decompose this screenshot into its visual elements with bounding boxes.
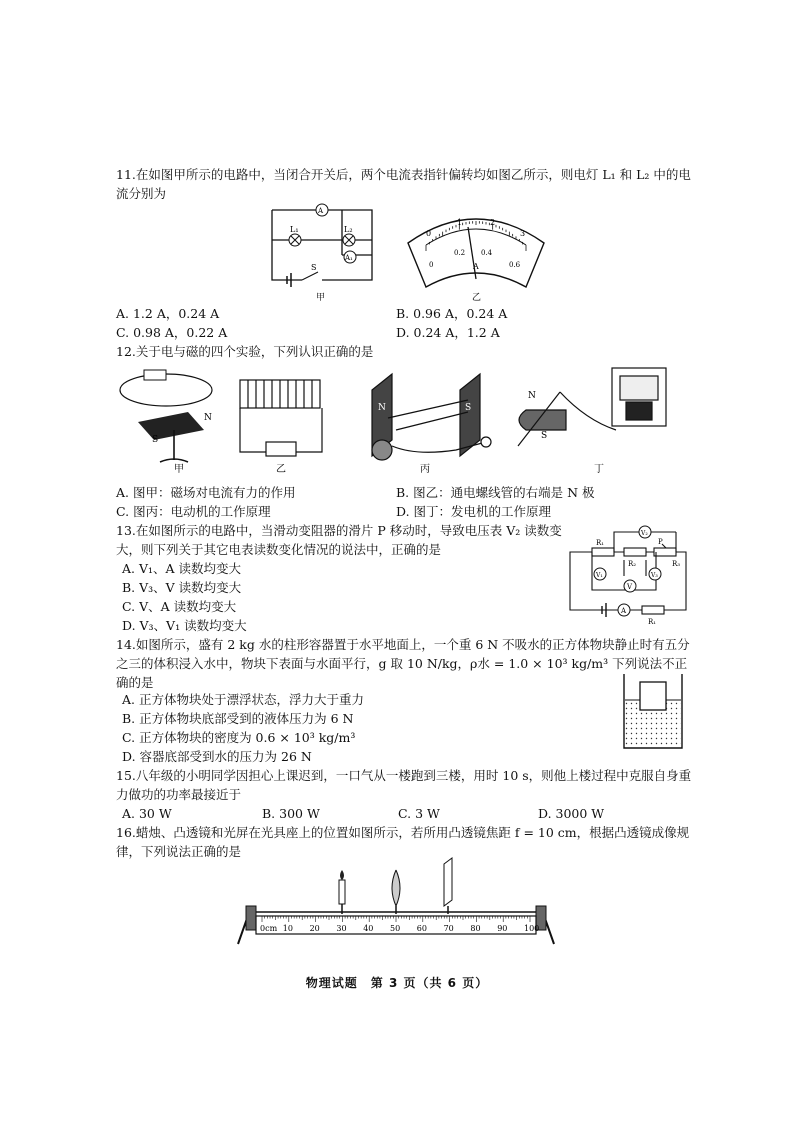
q12-fig-jia: 甲 (174, 464, 184, 475)
page-footer: 物理试题 第 3 页（共 6 页） (305, 976, 489, 990)
question-12-text: 12.关于电与磁的四个实验，下列认识正确的是 (116, 344, 374, 359)
q11-scale-bottom-0: 0 (429, 261, 434, 269)
ruler-label: 20 (309, 924, 320, 933)
q14-option-b: B. 正方体物块底部受到的液体压力为 6 N (122, 711, 354, 726)
q13-option-c: C. V、A 读数均变大 (122, 599, 237, 614)
ruler-label: 90 (497, 924, 508, 933)
q13-option-b: B. V₃、V 读数均变大 (122, 580, 242, 595)
q11-meter-unit: A (473, 262, 479, 271)
ruler-label: 30 (336, 924, 347, 933)
q11-scale-bottom-2: 0.4 (481, 249, 493, 257)
q11-switch-label: S (311, 263, 317, 272)
q13-a-label: A (621, 607, 627, 615)
question-15 (116, 766, 696, 804)
q13-r-bottom-label: R₁ (648, 618, 657, 626)
svg-text:N: N (528, 391, 536, 401)
question-13-text: 13.在如图所示的电路中，当滑动变阻器的滑片 P 移动时，导致电压表 V₂ 读数变大，则下列关于其它电表读数变化情况的说法中，正确的是 (116, 523, 562, 557)
q13-option-d: D. V₃、V₁ 读数均变大 (122, 618, 247, 633)
q13-circuit-diagram (562, 520, 694, 626)
q13-v1-label: V₁ (596, 572, 603, 579)
ruler-label: 40 (363, 924, 374, 933)
svg-text:S: S (152, 435, 159, 445)
q12-fig-yi: 乙 (276, 464, 286, 475)
q11-scale-bottom-3: 0.6 (509, 261, 521, 269)
ruler-label: 60 (416, 924, 427, 933)
q11-ammeter-a-label: A (318, 207, 324, 215)
ruler-label: 0cm (260, 924, 278, 933)
q11-scale-top-0: 0 (426, 229, 432, 238)
q14-option-a: A. 正方体物块处于漂浮状态，浮力大于重力 (122, 692, 364, 707)
q13-v3-label: V₃ (651, 572, 658, 579)
q14-option-c: C. 正方体物块的密度为 0.6 × 10³ kg/m³ (122, 730, 356, 745)
q12-option-d: D. 图丁：发电机的工作原理 (396, 504, 552, 519)
ruler-label: 100 (524, 924, 540, 933)
q16-optical-bench (236, 856, 556, 948)
ruler-label: 10 (282, 924, 293, 933)
question-13 (116, 521, 566, 559)
q13-option-a: A. V₁、A 读数均变大 (122, 561, 242, 576)
q11-scale-top-2: 2 (490, 218, 496, 227)
question-15-text: 15.八年级的小明同学因担心上课迟到，一口气从一楼跑到三楼，用时 10 s，则他上楼过程中克服自身重力做功的功率最接近于 (116, 768, 692, 802)
q11-scale-top-3: 3 (520, 229, 526, 238)
ruler-label: 70 (443, 924, 454, 933)
q15-option-d: D. 3000 W (538, 806, 605, 821)
q11-scale-top-1: 1 (457, 218, 463, 227)
question-14-text: 14.如图所示，盛有 2 kg 水的柱形容器置于水平地面上，一个重 6 N 不吸水的正方体物块静止时有五分之三的体积浸入水中，物块下表面与水面平行，g 取 10 N/kg，ρ水 = 1.0 × 10³ kg/m³ 下列说法不正确的是 (116, 637, 690, 690)
q13-r3-label: R₃ (672, 560, 681, 568)
q12-fig-ding: 丁 (594, 464, 604, 475)
q13-p-label: P (658, 538, 663, 546)
question-11 (116, 165, 696, 203)
q14-option-d: D. 容器底部受到水的压力为 26 N (122, 749, 312, 764)
q11-option-d: D. 0.24 A，1.2 A (396, 325, 500, 340)
q11-option-b: B. 0.96 A，0.24 A (396, 306, 508, 321)
q11-scale-bottom-1: 0.2 (454, 249, 466, 257)
svg-text:S: S (465, 403, 472, 413)
svg-text:S: S (541, 431, 548, 441)
question-12 (116, 342, 696, 361)
q15-option-a: A. 30 W (122, 806, 172, 821)
q11-circuit-diagram (262, 200, 382, 304)
q13-v-label: V (627, 583, 633, 591)
q12-option-b: B. 图乙：通电螺线管的右端是 N 极 (396, 485, 595, 500)
q12-figures (116, 360, 676, 480)
q11-option-c: C. 0.98 A，0.22 A (116, 325, 228, 340)
q12-fig-bing: 丙 (420, 464, 430, 475)
q13-r2-label: R₂ (628, 560, 637, 568)
ruler-label: 80 (470, 924, 481, 933)
q12-option-c: C. 图丙：电动机的工作原理 (116, 504, 271, 519)
q13-v2-label: V₂ (641, 530, 648, 537)
question-14 (116, 635, 696, 692)
svg-text:N: N (378, 403, 386, 413)
q11-ammeter-dial (402, 205, 550, 305)
q11-ammeter-a1-label: A₁ (345, 254, 353, 262)
q11-option-a: A. 1.2 A，0.24 A (116, 306, 220, 321)
question-16-text: 16.蜡烛、凸透镜和光屏在光具座上的位置如图所示，若所用凸透镜焦距 f = 10 cm，根据凸透镜成像规律，下列说法正确的是 (116, 825, 690, 859)
q15-option-b: B. 300 W (262, 806, 320, 821)
q13-r1-label: R₁ (596, 539, 605, 547)
q12-option-a: A. 图甲：磁场对电流有力的作用 (116, 485, 296, 500)
q11-fig-jia-label: 甲 (316, 293, 326, 303)
q14-container-diagram (620, 672, 686, 752)
q15-option-c: C. 3 W (398, 806, 440, 821)
question-11-text: 11.在如图甲所示的电路中，当闭合开关后，两个电流表指针偏转均如图乙所示，则电灯 L₁ 和 L₂ 中的电流分别为 (116, 167, 691, 201)
svg-text:N: N (204, 413, 212, 423)
q11-fig-yi-label: 乙 (472, 293, 482, 303)
q11-lamp1-label: L₁ (290, 225, 299, 234)
q11-lamp2-label: L₂ (344, 225, 353, 234)
ruler-label: 50 (390, 924, 401, 933)
